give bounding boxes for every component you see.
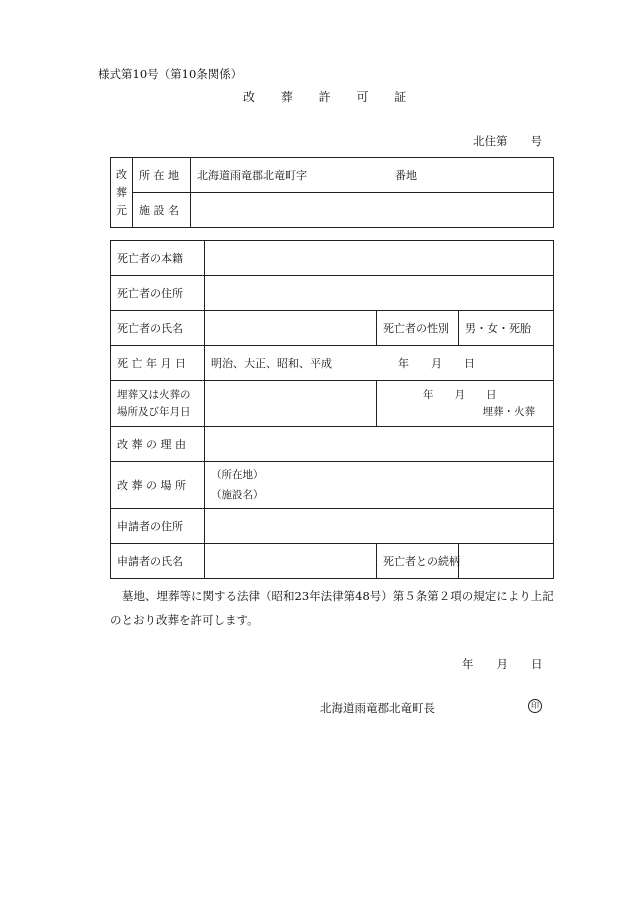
- place-location-line: （所在地）: [211, 469, 264, 481]
- deceased-name-label: 死亡者の氏名: [111, 311, 205, 346]
- applicant-address-field[interactable]: [205, 509, 554, 544]
- location-field[interactable]: 北海道雨竜郡北竜町字 番地: [191, 158, 554, 193]
- origin-label-char: 元: [116, 203, 127, 217]
- origin-table: [110, 157, 554, 228]
- location-label: 所 在 地: [133, 158, 191, 193]
- issue-date: 年 月 日: [462, 657, 543, 671]
- burial-type: 埋葬・火葬: [482, 405, 535, 418]
- facility-label: 施 設 名: [133, 193, 191, 228]
- deceased-address-label: 死亡者の住所: [111, 276, 205, 311]
- facility-field[interactable]: [191, 193, 554, 228]
- burial-label-line: 埋葬又は火葬の: [117, 388, 191, 401]
- deceased-table: [110, 240, 554, 579]
- origin-section-label: [111, 158, 133, 228]
- permit-number: 北住第 号: [473, 134, 542, 148]
- death-date-field[interactable]: 明治、大正、昭和、平成 年 月 日: [205, 346, 554, 381]
- relation-label: 死亡者との続柄: [377, 544, 459, 579]
- applicant-address-label: 申請者の住所: [111, 509, 205, 544]
- reason-label: 改 葬 の 理 由: [111, 427, 205, 462]
- seal-mark: 印: [528, 699, 542, 713]
- death-date-label: 死 亡 年 月 日: [111, 346, 205, 381]
- deceased-address-field[interactable]: [205, 276, 554, 311]
- burial-date: 年 月 日: [423, 388, 497, 401]
- deceased-name-field[interactable]: [205, 311, 377, 346]
- place-facility-line: （施設名）: [211, 489, 264, 501]
- origin-label-char: 改: [116, 167, 127, 181]
- burial-label-line: 場所及び年月日: [117, 405, 191, 418]
- applicant-name-field[interactable]: [205, 544, 377, 579]
- mayor-signature: 北海道雨竜郡北竜町長: [320, 701, 435, 715]
- origin-label-char: 葬: [116, 185, 127, 199]
- reason-field[interactable]: [205, 427, 554, 462]
- burial-place-field[interactable]: [205, 381, 377, 427]
- form-number: 様式第10号（第10条関係）: [98, 67, 243, 81]
- relation-field[interactable]: [459, 544, 554, 579]
- sex-options[interactable]: 男・女・死胎: [459, 311, 554, 346]
- burial-label: [111, 381, 205, 427]
- sex-label: 死亡者の性別: [377, 311, 459, 346]
- document-title: 改 葬 許 可 証: [243, 90, 407, 104]
- reburial-place-label: 改 葬 の 場 所: [111, 462, 205, 509]
- permit-statement: 墓地、埋葬等に関する法律（昭和23年法律第48号）第５条第２項の規定により上記のとおり改葬を許可します。: [110, 589, 554, 627]
- burial-date-field[interactable]: [377, 381, 554, 427]
- reburial-place-field[interactable]: [205, 462, 554, 509]
- applicant-name-label: 申請者の氏名: [111, 544, 205, 579]
- honseki-label: 死亡者の本籍: [111, 241, 205, 276]
- honseki-field[interactable]: [205, 241, 554, 276]
